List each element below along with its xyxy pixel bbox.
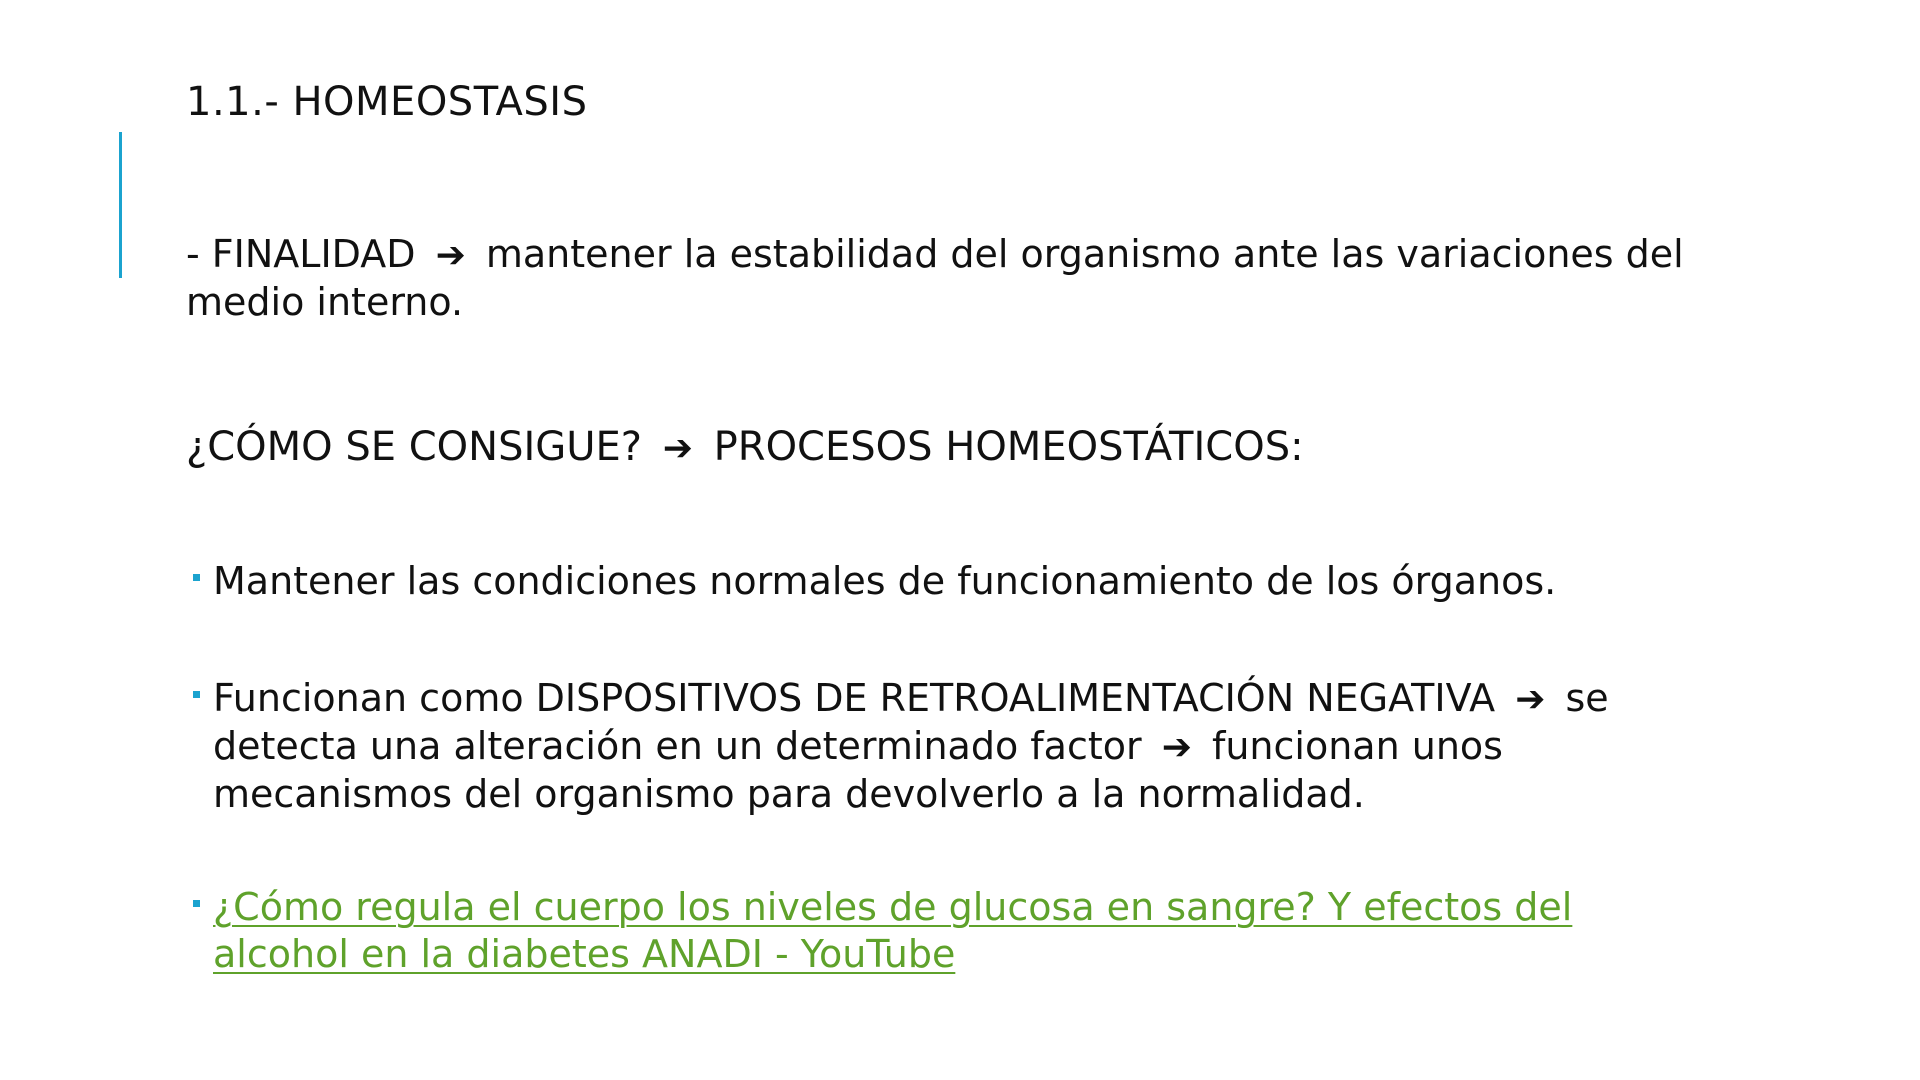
bullet-list [186,558,1686,978]
bullet-text-part2: se detecta una alteración en un determinado factor [213,676,1609,768]
arrow-right-icon: ➔ [1161,727,1192,768]
square-bullet-icon [193,574,200,581]
bullet-text-part1: Funcionan como DISPOSITIVOS DE RETROALIMENTACIÓN NEGATIVA [213,676,1496,720]
youtube-video-link[interactable]: ¿Cómo regula el cuerpo los niveles de glucosa en sangre? Y efectos del alcohol en la diabetes ANADI - YouTube [213,885,1573,976]
list-item [186,558,1686,605]
finalidad-paragraph [186,231,1706,326]
arrow-right-icon: ➔ [435,235,466,276]
accent-bar [119,132,122,278]
list-item [186,884,1686,978]
bullet-text-part3: funcionan unos mecanismos del organismo para devolverlo a la normalidad. [213,724,1503,816]
finalidad-label: - FINALIDAD [186,232,416,276]
square-bullet-icon [193,900,200,907]
como-heading [186,424,1706,472]
finalidad-text: mantener la estabilidad del organismo ante las variaciones del medio interno. [186,232,1684,324]
slide-title: 1.1.- HOMEOSTASIS [186,79,588,125]
square-bullet-icon [193,691,200,698]
como-answer: PROCESOS HOMEOSTÁTICOS: [713,424,1304,470]
list-item [186,675,1686,818]
arrow-right-icon: ➔ [662,428,693,469]
como-question: ¿CÓMO SE CONSIGUE? [186,424,643,470]
bullet-text: Mantener las condiciones normales de funcionamiento de los órganos. [213,559,1557,603]
arrow-right-icon: ➔ [1515,679,1546,720]
